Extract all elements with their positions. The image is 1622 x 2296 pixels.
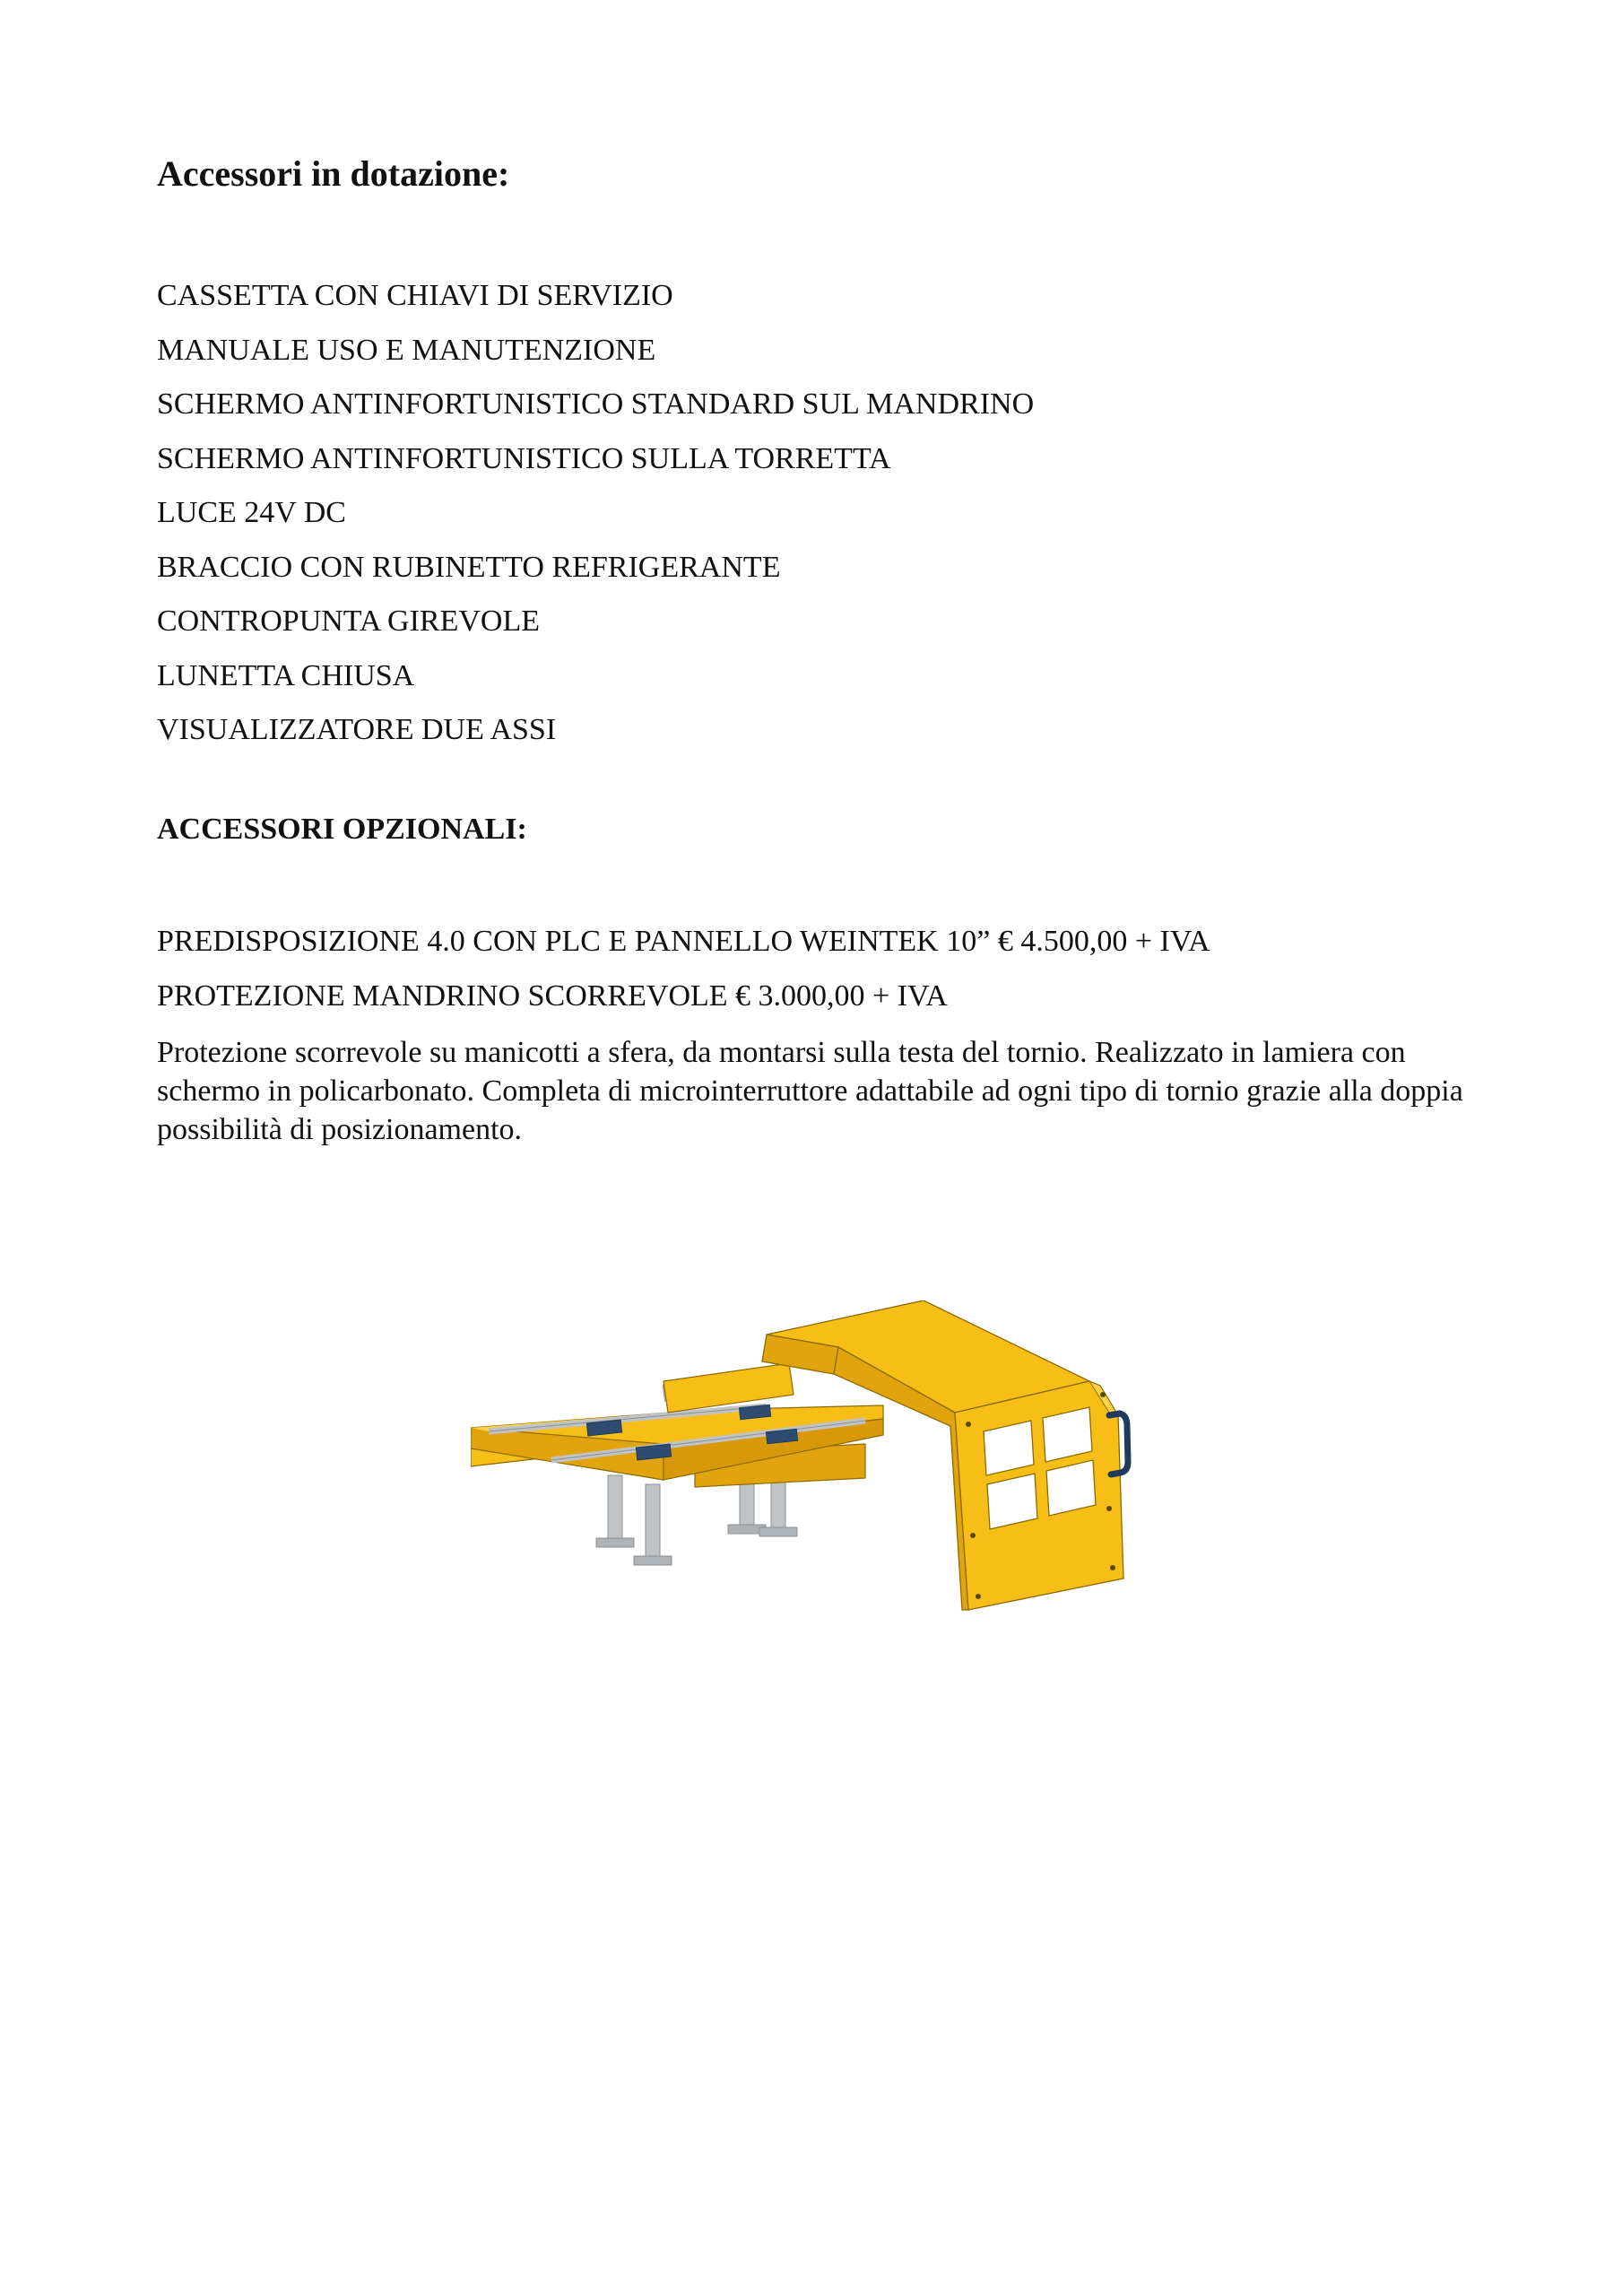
list-item: PREDISPOSIZIONE 4.0 CON PLC E PANNELLO WEINTEK 10” € 4.500,00 + IVA (157, 925, 1210, 958)
list-item: MANUALE USO E MANUTENZIONE (157, 333, 656, 367)
sliding-chuck-guard-illustration (471, 1300, 1152, 1619)
list-item: PROTEZIONE MANDRINO SCORREVOLE € 3.000,00 + IVA (157, 978, 948, 1013)
list-item: BRACCIO CON RUBINETTO REFRIGERANTE (157, 550, 781, 584)
included-accessories-heading: Accessori in dotazione: (157, 153, 510, 194)
list-item: LUCE 24V DC (157, 496, 346, 529)
list-item: VISUALIZZATORE DUE ASSI (157, 713, 557, 746)
list-item: SCHERMO ANTINFORTUNISTICO SULLA TORRETTA (157, 441, 891, 475)
list-item: SCHERMO ANTINFORTUNISTICO STANDARD SUL MANDRINO (157, 387, 1035, 421)
list-item: CASSETTA CON CHIAVI DI SERVIZIO (157, 279, 673, 312)
list-item: CONTROPUNTA GIREVOLE (157, 604, 540, 638)
included-accessories-list (157, 269, 1034, 758)
sliding-guard-description: Protezione scorrevole su manicotti a sfera, da montarsi sulla testa del tornio. Realizzato in lamiera con schermo in policarbonato. Completa di microinterruttore adattabile ad ogni tipo di tornio grazie alla doppia possibilità di posizionamento. (157, 1036, 1463, 1146)
list-item: LUNETTA CHIUSA (157, 658, 415, 692)
optional-accessories-heading: ACCESSORI OPZIONALI: (157, 813, 527, 846)
optional-accessories-list (157, 915, 1210, 1023)
